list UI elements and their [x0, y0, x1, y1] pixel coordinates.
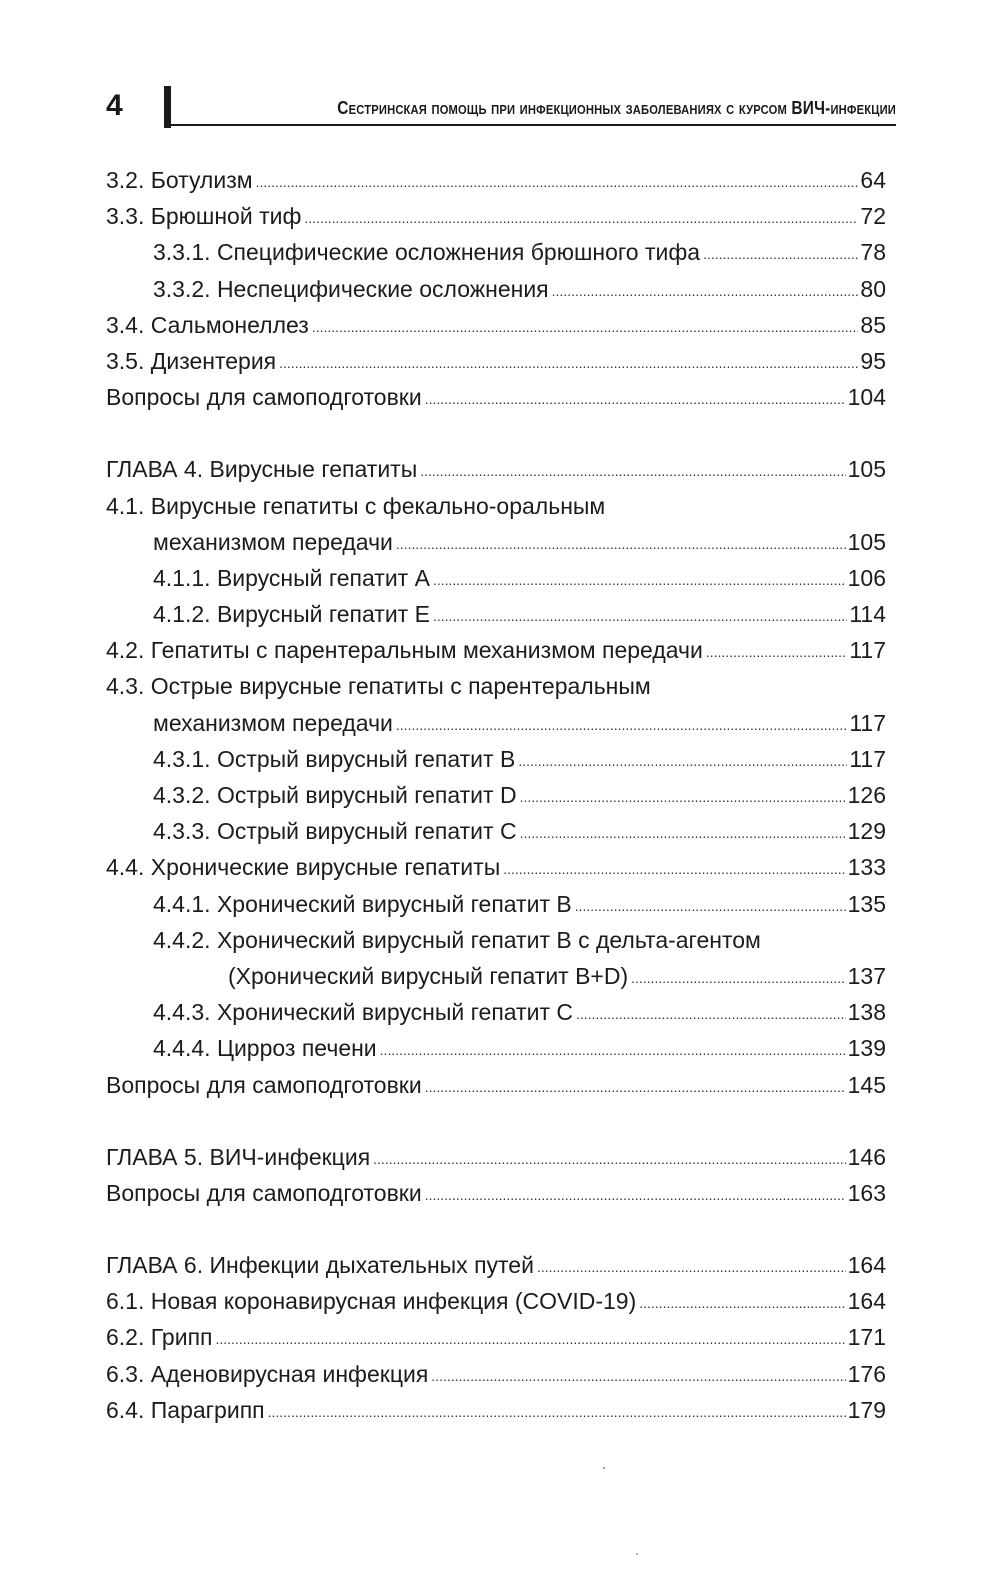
toc-entry-title [106, 1283, 636, 1319]
toc-entry-title [153, 994, 573, 1030]
toc-entry [106, 994, 886, 1030]
toc-entry [106, 343, 886, 379]
dot-leader [520, 815, 846, 851]
toc-entry-title [153, 705, 393, 741]
toc-entry-name: Вопросы для самоподготовки [106, 1179, 422, 1206]
toc-entry-name: Новая коронавирусная инфекция (COVID-19) [150, 1288, 637, 1315]
toc-entry [106, 234, 886, 270]
toc-page-number: 176 [847, 1360, 886, 1387]
toc-entry-title [153, 234, 700, 270]
dot-leader [433, 562, 846, 598]
toc-entry-title [106, 343, 276, 379]
toc-entry-title [106, 1175, 422, 1211]
toc-entry-title [106, 451, 417, 487]
dot-leader [431, 1358, 845, 1394]
toc-entry-number: 4.1.1. [153, 564, 211, 591]
dot-leader [703, 236, 858, 272]
toc-entry-title [153, 813, 517, 849]
dot-leader [639, 1285, 845, 1321]
toc-entry [106, 1175, 886, 1211]
toc-entry [106, 524, 886, 560]
running-title: Сестринская помощь при инфекционных заболеваниях с курсом ВИЧ-инфекции [337, 98, 896, 118]
dot-leader [373, 1141, 845, 1177]
toc-entry-name: Вирусный гепатит А [216, 564, 430, 591]
speck [636, 1553, 638, 1555]
toc-entry [106, 741, 886, 777]
toc-entry-name: Сальмонеллез [150, 311, 309, 338]
toc-entry [106, 886, 886, 922]
toc-entry-title [153, 741, 515, 777]
toc-entry [106, 632, 886, 668]
toc-page-number: 164 [847, 1288, 886, 1315]
toc-entry-title [106, 1319, 212, 1355]
toc-page-number: 179 [847, 1396, 886, 1423]
toc-entry-name: Хронический вирусный гепатит В [216, 890, 572, 917]
toc-page-number: 105 [847, 456, 886, 483]
toc-page-number: 104 [847, 384, 886, 411]
dot-leader [420, 453, 845, 489]
toc-entry-title [106, 198, 301, 234]
toc-entry-name: Грипп [150, 1324, 213, 1351]
toc-page-number: 164 [847, 1252, 886, 1279]
toc-entry [106, 705, 886, 741]
toc-entry-number: ГЛАВА 6. [106, 1252, 204, 1279]
toc-page-number: 139 [847, 1035, 886, 1062]
toc-entry-name: Аденовирусная инфекция [150, 1360, 429, 1387]
toc-entry-number: 4.3.2. [153, 782, 211, 808]
toc-entry [106, 958, 886, 994]
toc-entry-title [153, 560, 430, 596]
page-number: 4 [106, 89, 123, 122]
dot-leader [576, 996, 846, 1032]
dot-leader [215, 1321, 845, 1357]
toc-page-number: 72 [860, 203, 886, 230]
toc-entry-number: 3.5. [106, 347, 145, 374]
toc-entry-name: Вирусные гепатиты с фекально-оральным [150, 492, 606, 519]
toc-page-number: 135 [847, 890, 886, 917]
dot-leader [380, 1032, 846, 1068]
toc-entry [106, 271, 886, 307]
toc-entry-name: Острый вирусный гепатит С [216, 818, 517, 845]
dot-leader [396, 526, 846, 562]
toc-page-number: 114 [849, 601, 886, 628]
toc-entry-name: Неспецифические осложнения [216, 275, 549, 302]
speck [603, 1467, 605, 1469]
toc-entry [106, 596, 886, 632]
toc-entry-name: Гепатиты с парентеральным механизмом передачи [150, 637, 703, 664]
toc-entry-number: 4.2. [106, 637, 145, 664]
header-vertical-rule [164, 86, 171, 128]
dot-leader [520, 779, 846, 815]
toc-entry-title [106, 1356, 428, 1392]
toc-entry [106, 1392, 886, 1428]
dot-leader [552, 273, 859, 309]
toc-entry-name: механизмом передачи [153, 528, 393, 555]
dot-leader [425, 381, 846, 417]
toc-entry [106, 1247, 886, 1283]
page-header [106, 86, 896, 130]
dot-leader [312, 309, 859, 345]
toc-entry-name: Вирусный гепатит Е [216, 601, 430, 628]
toc-entry-number: 4.3.3. [153, 818, 211, 845]
toc-entry-title [106, 307, 309, 343]
dot-leader [304, 200, 858, 236]
toc-page-number: 146 [847, 1143, 886, 1170]
toc-entry-number: 4.4.3. [153, 999, 211, 1026]
dot-leader [518, 743, 847, 779]
toc-entry-number: 3.3.2. [153, 275, 211, 302]
toc-entry-number: 3.3.1. [153, 239, 211, 266]
toc-page-number: 133 [847, 854, 886, 881]
toc-entry [106, 1319, 886, 1355]
toc-entry-title [106, 1139, 370, 1175]
toc-page-number: 105 [847, 528, 886, 555]
dot-leader [537, 1249, 846, 1285]
toc-entry-number: 4.1.2. [153, 601, 211, 628]
toc-entry-title [153, 777, 517, 813]
toc-entry-name: (Хронический вирусный гепатит В+D) [228, 962, 629, 989]
toc-page-number: 117 [849, 637, 886, 664]
toc-entry-title [228, 958, 628, 994]
toc-entry [106, 813, 886, 849]
toc-entry-number: 3.4. [106, 311, 145, 338]
dot-leader [433, 598, 847, 634]
toc-entry-title [153, 524, 393, 560]
toc-entry-number: 4.4.1. [153, 890, 211, 917]
toc-entry-title [153, 596, 430, 632]
toc-entry-name: Ботулизм [150, 167, 253, 193]
toc-entry-name: Вопросы для самоподготовки [106, 384, 422, 411]
toc-entry-title [106, 849, 500, 885]
toc-entry-number: 6.4. [106, 1396, 145, 1423]
toc-entry [106, 1067, 886, 1103]
toc-entry [106, 198, 886, 234]
toc-entry-name: Острый вирусный гепатит D [216, 782, 517, 808]
dot-leader [268, 1394, 846, 1430]
dot-leader [425, 1069, 846, 1105]
table-of-contents [106, 162, 886, 1428]
toc-page-number: 80 [860, 275, 886, 302]
toc-page-number: 163 [847, 1179, 886, 1206]
toc-entry-name: Специфические осложнения брюшного тифа [216, 239, 701, 266]
dot-leader [575, 888, 846, 924]
toc-entry [106, 307, 886, 343]
dot-leader [503, 851, 845, 887]
toc-entry-name: Цирроз печени [216, 1035, 377, 1062]
dot-leader [256, 164, 859, 200]
toc-page-number: 95 [860, 347, 886, 374]
toc-entry-number: 4.4. [106, 854, 145, 881]
toc-entry-name: Брюшной тиф [150, 203, 302, 230]
dot-leader [631, 960, 845, 996]
toc-entry-number: 4.3. [106, 673, 145, 700]
toc-entry-title [106, 379, 422, 415]
toc-entry-name: Дизентерия [150, 347, 277, 374]
toc-entry-title [106, 632, 703, 668]
toc-entry-title [153, 922, 761, 958]
toc-entry-name: Вопросы для самоподготовки [106, 1071, 422, 1098]
toc-entry-name: Инфекции дыхательных путей [209, 1252, 534, 1279]
toc-entry-number: ГЛАВА 5. [106, 1143, 204, 1170]
toc-entry-title [106, 1392, 265, 1428]
toc-page-number: 106 [847, 564, 886, 591]
toc-entry [106, 560, 886, 596]
toc-entry-name: Хронический вирусный гепатит С [216, 999, 573, 1026]
dot-leader [279, 345, 858, 381]
toc-entry-title [106, 1067, 422, 1103]
toc-entry-number: 3.2. [106, 167, 145, 193]
toc-entry-name: ВИЧ-инфекция [209, 1143, 371, 1170]
toc-entry-number: 4.1. [106, 492, 145, 519]
toc-entry-title [153, 1030, 377, 1066]
header-underline [164, 124, 896, 126]
toc-entry [106, 162, 886, 198]
toc-entry-title [106, 1247, 534, 1283]
toc-page-number: 137 [847, 962, 886, 989]
toc-entry-title [106, 488, 605, 524]
toc-entry-name: Парагрипп [150, 1396, 265, 1423]
dot-leader [396, 707, 847, 743]
toc-page-number: 126 [847, 782, 886, 808]
toc-entry-title [106, 668, 651, 704]
toc-entry-number: 6.3. [106, 1360, 145, 1387]
toc-entry-name: Хронические вирусные гепатиты [150, 854, 501, 881]
toc-entry-name: Хронический вирусный гепатит В с дельта-агентом [216, 926, 761, 953]
toc-entry-number: 4.4.4. [153, 1035, 211, 1062]
toc-page-number: 64 [860, 167, 886, 193]
toc-page-number: 117 [849, 745, 886, 772]
toc-entry [106, 1030, 886, 1066]
toc-entry-title [153, 886, 572, 922]
toc-page-number: 171 [847, 1324, 886, 1351]
toc-page-number: 145 [847, 1071, 886, 1098]
toc-entry [106, 922, 886, 958]
dot-leader [425, 1177, 846, 1213]
dot-leader [706, 634, 847, 670]
toc-entry [106, 451, 886, 487]
toc-page-number: 78 [860, 239, 886, 266]
toc-entry-number: ГЛАВА 4. [106, 456, 204, 483]
toc-entry-name: Острый вирусный гепатит В [216, 745, 516, 772]
toc-entry [106, 849, 886, 885]
toc-entry [106, 1283, 886, 1319]
toc-entry-number: 6.1. [106, 1288, 145, 1315]
toc-entry-title [106, 162, 253, 198]
toc-page-number: 117 [849, 709, 886, 736]
toc-entry-name: механизмом передачи [153, 709, 393, 736]
toc-entry-name: Вирусные гепатиты [209, 456, 418, 483]
toc-page-number: 129 [847, 818, 886, 845]
toc-entry-number: 3.3. [106, 203, 145, 230]
toc-entry [106, 379, 886, 415]
toc-entry-number: 4.3.1. [153, 745, 211, 772]
toc-entry [106, 1356, 886, 1392]
toc-entry-number: 4.4.2. [153, 926, 211, 953]
toc-entry [106, 777, 886, 813]
toc-entry-title [153, 271, 549, 307]
toc-entry-number: 6.2. [106, 1324, 145, 1351]
toc-entry [106, 668, 886, 704]
toc-entry-name: Острые вирусные гепатиты с парентеральным [150, 673, 651, 700]
toc-entry [106, 488, 886, 524]
toc-entry [106, 1139, 886, 1175]
toc-page-number: 85 [860, 311, 886, 338]
toc-page-number: 138 [847, 999, 886, 1026]
